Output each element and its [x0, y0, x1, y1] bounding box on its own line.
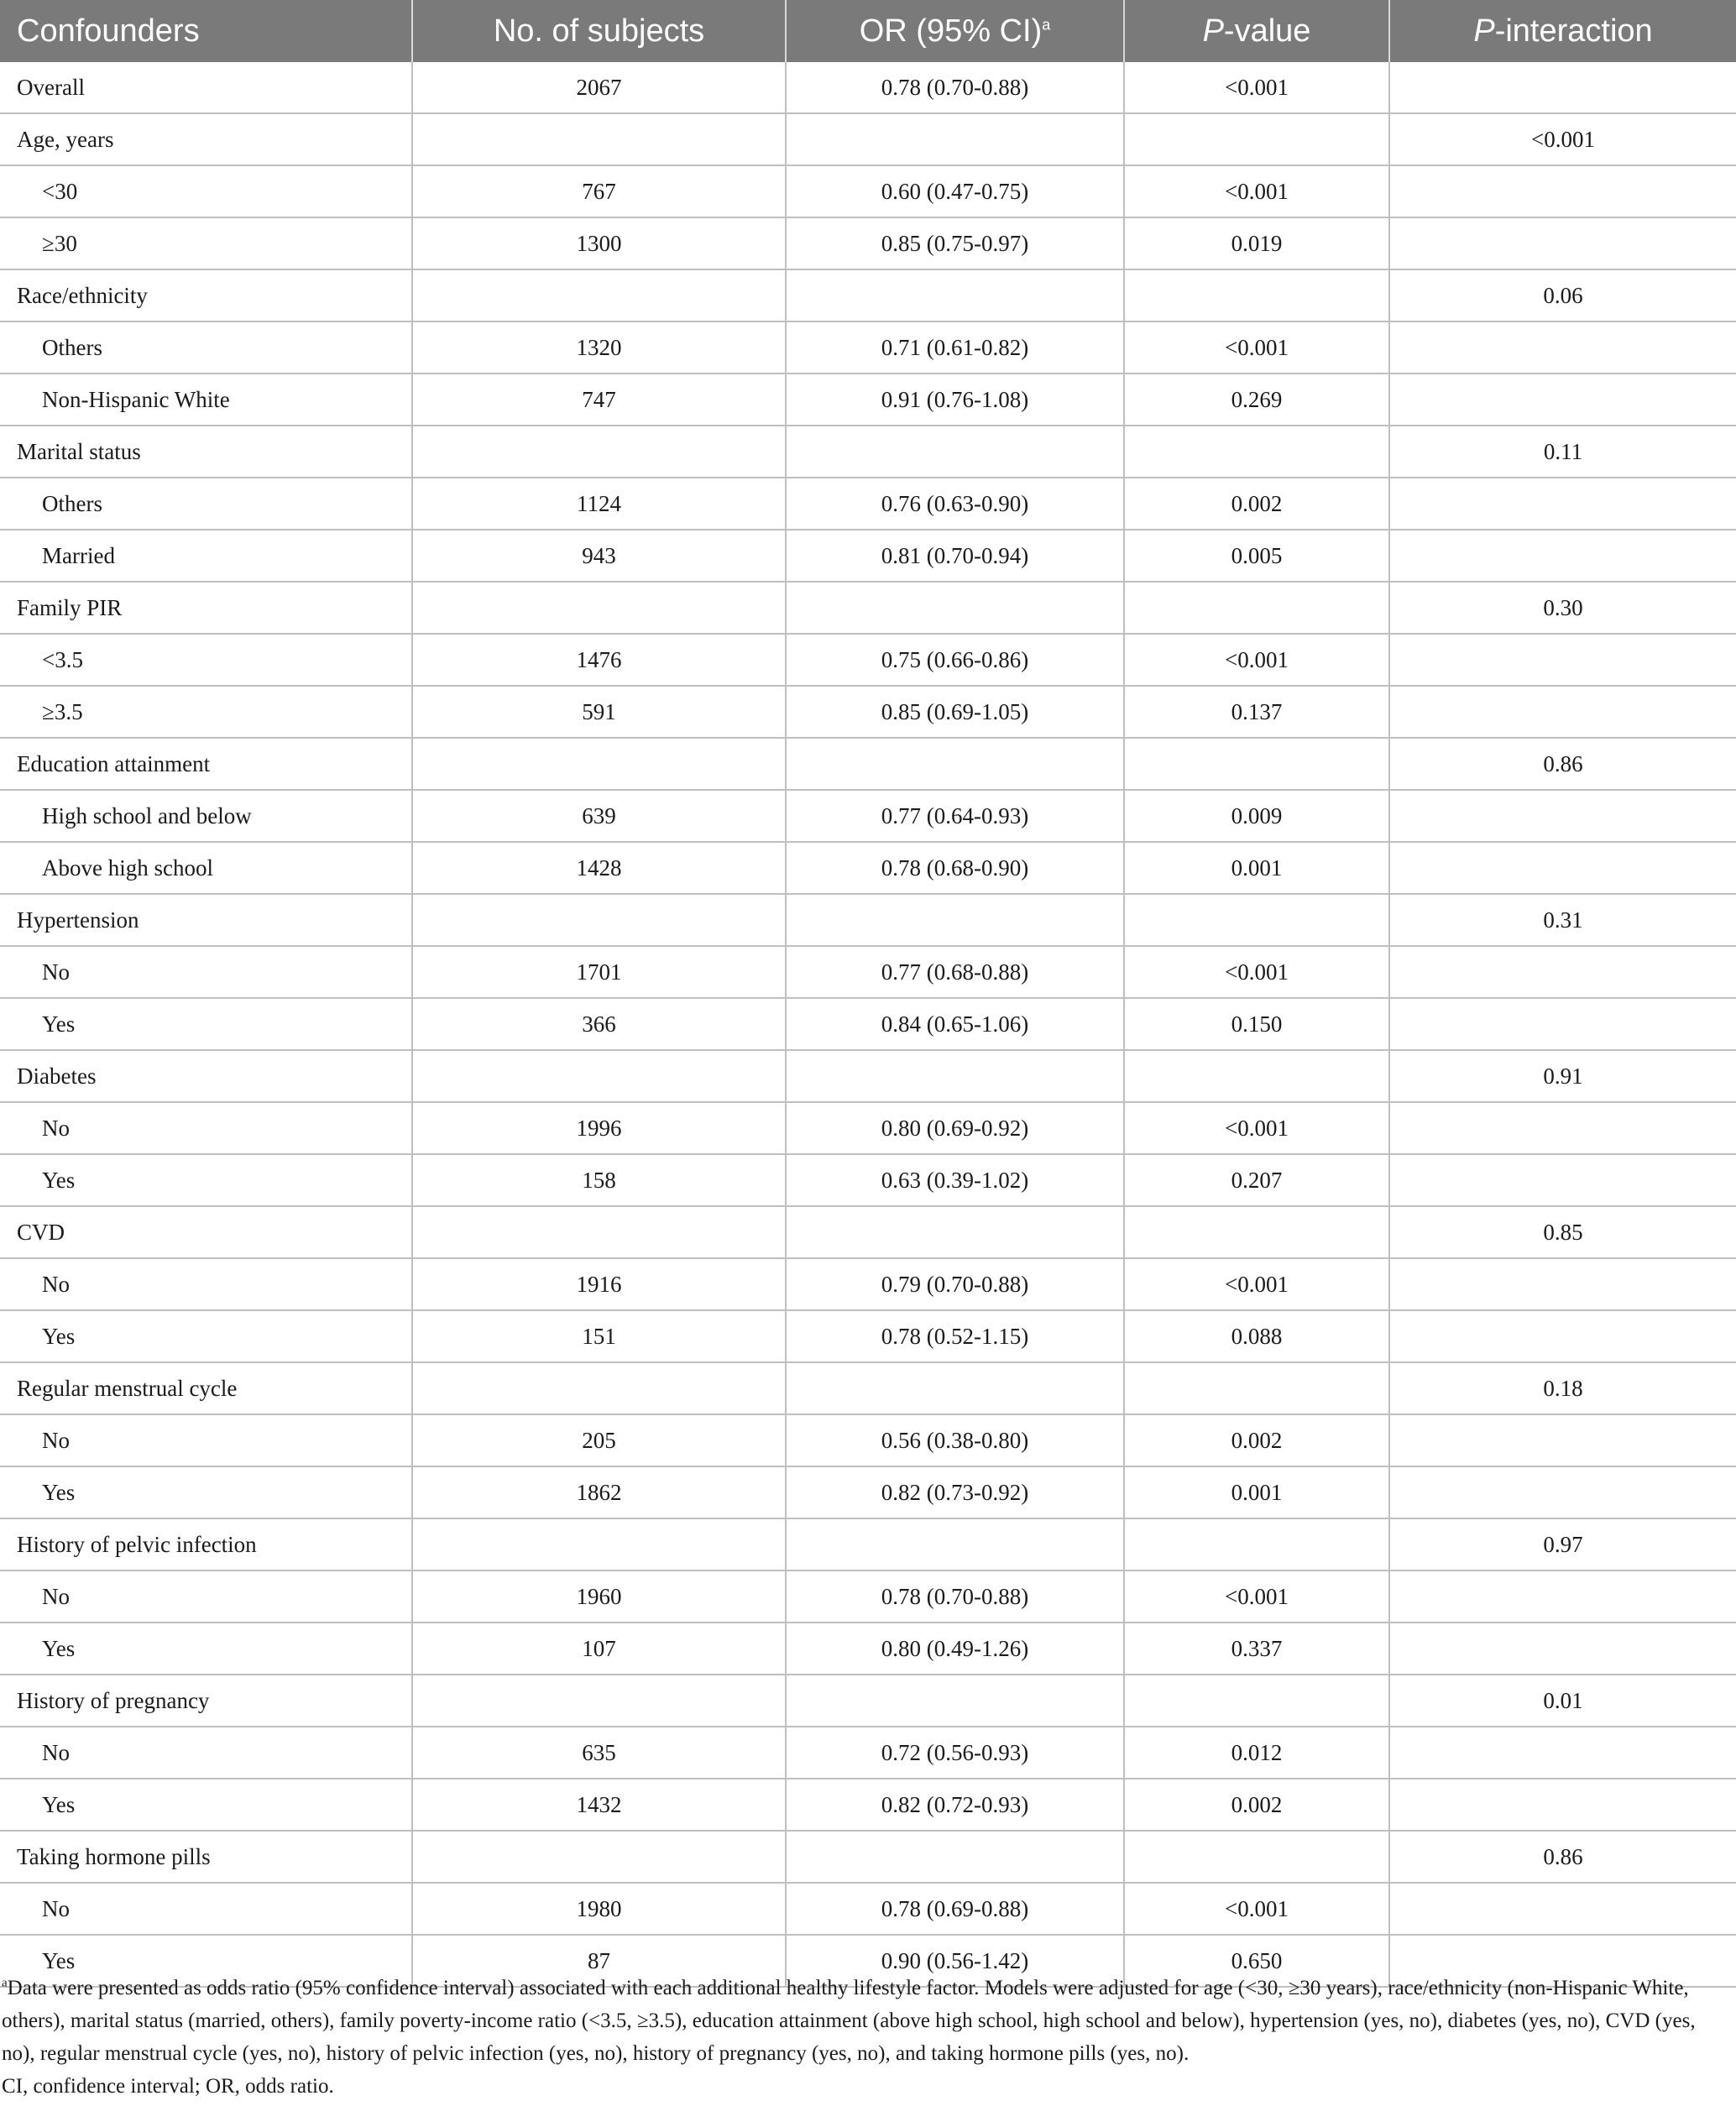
table-row-category [0, 426, 1736, 478]
cell-odds-ratio [786, 582, 1124, 634]
cell-odds-ratio: 0.71 (0.61-0.82) [786, 321, 1124, 374]
cell-subjects: 767 [412, 165, 786, 217]
table-row-category [0, 113, 1736, 165]
cell-confounder: High school and below [0, 790, 412, 842]
cell-p-value [1124, 426, 1389, 478]
cell-p-value: <0.001 [1124, 1570, 1389, 1623]
cell-confounder: Yes [0, 1779, 412, 1831]
cell-p-interaction: 0.11 [1389, 426, 1736, 478]
cell-p-interaction: 0.97 [1389, 1518, 1736, 1570]
cell-p-interaction: 0.31 [1389, 894, 1736, 946]
cell-odds-ratio [786, 1206, 1124, 1258]
cell-odds-ratio: 0.60 (0.47-0.75) [786, 165, 1124, 217]
cell-p-value: 0.001 [1124, 842, 1389, 894]
cell-subjects [412, 1518, 786, 1570]
table-row-category [0, 1050, 1736, 1102]
cell-confounder: No [0, 1883, 412, 1935]
header-p-interaction: P-interaction [1389, 0, 1736, 62]
cell-p-interaction: 0.01 [1389, 1675, 1736, 1727]
cell-p-value: 0.002 [1124, 478, 1389, 530]
cell-confounder: Taking hormone pills [0, 1831, 412, 1883]
cell-subjects: 205 [412, 1414, 786, 1466]
cell-p-value: 0.137 [1124, 686, 1389, 738]
cell-subjects [412, 113, 786, 165]
cell-subjects: 1916 [412, 1258, 786, 1310]
cell-confounder: Yes [0, 1466, 412, 1518]
cell-confounder: Others [0, 478, 412, 530]
cell-subjects: 591 [412, 686, 786, 738]
cell-p-value: 0.002 [1124, 1779, 1389, 1831]
cell-p-value: 0.207 [1124, 1154, 1389, 1206]
cell-confounder: <30 [0, 165, 412, 217]
cell-odds-ratio: 0.77 (0.64-0.93) [786, 790, 1124, 842]
cell-subjects: 151 [412, 1310, 786, 1362]
table-header [0, 0, 1736, 62]
table-row-subgroup [0, 374, 1736, 426]
cell-subjects [412, 1206, 786, 1258]
table-row-category [0, 894, 1736, 946]
cell-confounder: Others [0, 321, 412, 374]
table-row-category [0, 1362, 1736, 1414]
cell-confounder: Family PIR [0, 582, 412, 634]
cell-odds-ratio [786, 894, 1124, 946]
cell-p-interaction: 0.86 [1389, 1831, 1736, 1883]
table-row-subgroup [0, 321, 1736, 374]
cell-odds-ratio: 0.78 (0.69-0.88) [786, 1883, 1124, 1935]
cell-confounder: <3.5 [0, 634, 412, 686]
cell-confounder: No [0, 1727, 412, 1779]
table-row-subgroup [0, 1623, 1736, 1675]
cell-p-interaction [1389, 321, 1736, 374]
cell-p-value [1124, 113, 1389, 165]
cell-subjects: 943 [412, 530, 786, 582]
table-body [0, 62, 1736, 1987]
table-row-subgroup [0, 946, 1736, 998]
cell-p-interaction [1389, 842, 1736, 894]
cell-confounder: Marital status [0, 426, 412, 478]
cell-p-interaction: 0.86 [1389, 738, 1736, 790]
cell-p-value: 0.005 [1124, 530, 1389, 582]
cell-odds-ratio [786, 1362, 1124, 1414]
cell-confounder: Non-Hispanic White [0, 374, 412, 426]
cell-p-value: 0.269 [1124, 374, 1389, 426]
cell-p-value: <0.001 [1124, 321, 1389, 374]
table-row-subgroup [0, 1414, 1736, 1466]
cell-subjects: 158 [412, 1154, 786, 1206]
cell-confounder: Yes [0, 1310, 412, 1362]
cell-p-value [1124, 738, 1389, 790]
cell-p-interaction [1389, 165, 1736, 217]
cell-odds-ratio: 0.82 (0.72-0.93) [786, 1779, 1124, 1831]
cell-odds-ratio: 0.75 (0.66-0.86) [786, 634, 1124, 686]
table-row-subgroup [0, 686, 1736, 738]
cell-confounder: CVD [0, 1206, 412, 1258]
cell-subjects: 1960 [412, 1570, 786, 1623]
cell-p-interaction [1389, 374, 1736, 426]
cell-p-value: 0.337 [1124, 1623, 1389, 1675]
cell-odds-ratio [786, 1050, 1124, 1102]
cell-subjects: 1701 [412, 946, 786, 998]
cell-confounder: Hypertension [0, 894, 412, 946]
table-row-subgroup [0, 1883, 1736, 1935]
cell-subjects: 1996 [412, 1102, 786, 1154]
cell-p-value [1124, 582, 1389, 634]
cell-p-value: <0.001 [1124, 1883, 1389, 1935]
cell-odds-ratio [786, 426, 1124, 478]
table-row-subgroup [0, 634, 1736, 686]
cell-subjects: 2067 [412, 62, 786, 113]
cell-odds-ratio: 0.80 (0.49-1.26) [786, 1623, 1124, 1675]
cell-p-value: 0.002 [1124, 1414, 1389, 1466]
cell-confounder: ≥3.5 [0, 686, 412, 738]
cell-p-value: <0.001 [1124, 62, 1389, 113]
cell-confounder: No [0, 1258, 412, 1310]
cell-p-interaction: 0.30 [1389, 582, 1736, 634]
cell-subjects [412, 1050, 786, 1102]
cell-confounder: Education attainment [0, 738, 412, 790]
table-row-category [0, 1518, 1736, 1570]
cell-p-value: 0.150 [1124, 998, 1389, 1050]
header-row [0, 0, 1736, 62]
table-row-subgroup [0, 998, 1736, 1050]
cell-odds-ratio: 0.63 (0.39-1.02) [786, 1154, 1124, 1206]
cell-p-value [1124, 1518, 1389, 1570]
table-row-category [0, 582, 1736, 634]
cell-confounder: Yes [0, 1623, 412, 1675]
table-row-category [0, 62, 1736, 113]
cell-p-value: 0.001 [1124, 1466, 1389, 1518]
cell-odds-ratio: 0.78 (0.68-0.90) [786, 842, 1124, 894]
table-row-subgroup [0, 1466, 1736, 1518]
cell-p-interaction [1389, 1102, 1736, 1154]
cell-odds-ratio: 0.79 (0.70-0.88) [786, 1258, 1124, 1310]
cell-subjects: 1432 [412, 1779, 786, 1831]
cell-odds-ratio [786, 1518, 1124, 1570]
cell-odds-ratio: 0.91 (0.76-1.08) [786, 374, 1124, 426]
cell-p-interaction [1389, 1466, 1736, 1518]
table-row-subgroup [0, 165, 1736, 217]
cell-p-interaction [1389, 998, 1736, 1050]
header-or-footnote-marker: a [1042, 15, 1051, 33]
cell-p-interaction: 0.18 [1389, 1362, 1736, 1414]
cell-odds-ratio: 0.72 (0.56-0.93) [786, 1727, 1124, 1779]
cell-p-value [1124, 894, 1389, 946]
cell-subjects [412, 426, 786, 478]
cell-p-interaction [1389, 62, 1736, 113]
table-row-subgroup [0, 1779, 1736, 1831]
cell-p-interaction [1389, 790, 1736, 842]
cell-p-value [1124, 1050, 1389, 1102]
table-row-subgroup [0, 530, 1736, 582]
cell-subjects: 1428 [412, 842, 786, 894]
cell-odds-ratio [786, 113, 1124, 165]
cell-odds-ratio: 0.85 (0.75-0.97) [786, 217, 1124, 269]
table-row-subgroup [0, 1102, 1736, 1154]
cell-odds-ratio [786, 1831, 1124, 1883]
cell-p-value: 0.019 [1124, 217, 1389, 269]
cell-confounder: No [0, 946, 412, 998]
cell-p-value: <0.001 [1124, 634, 1389, 686]
cell-p-value: 0.012 [1124, 1727, 1389, 1779]
cell-confounder: Race/ethnicity [0, 269, 412, 321]
cell-p-interaction [1389, 1570, 1736, 1623]
cell-p-interaction [1389, 1883, 1736, 1935]
cell-odds-ratio: 0.78 (0.70-0.88) [786, 62, 1124, 113]
cell-odds-ratio: 0.80 (0.69-0.92) [786, 1102, 1124, 1154]
cell-subjects: 1320 [412, 321, 786, 374]
cell-confounder: Overall [0, 62, 412, 113]
cell-confounder: No [0, 1102, 412, 1154]
cell-subjects: 1980 [412, 1883, 786, 1935]
cell-p-value: 0.009 [1124, 790, 1389, 842]
footnote-marker: a [2, 1976, 8, 1990]
cell-p-value: 0.650 [1124, 1935, 1389, 1987]
cell-p-value: <0.001 [1124, 1102, 1389, 1154]
cell-subjects [412, 269, 786, 321]
cell-p-interaction: 0.85 [1389, 1206, 1736, 1258]
table-row-category [0, 269, 1736, 321]
cell-confounder: No [0, 1414, 412, 1466]
cell-p-interaction: <0.001 [1389, 113, 1736, 165]
cell-p-value: <0.001 [1124, 946, 1389, 998]
cell-confounder: Yes [0, 1935, 412, 1987]
cell-odds-ratio: 0.78 (0.70-0.88) [786, 1570, 1124, 1623]
cell-p-value [1124, 1831, 1389, 1883]
cell-p-interaction [1389, 1310, 1736, 1362]
cell-p-value [1124, 1675, 1389, 1727]
cell-p-interaction: 0.06 [1389, 269, 1736, 321]
cell-subjects: 1476 [412, 634, 786, 686]
cell-subjects [412, 1675, 786, 1727]
table-footnote [0, 1972, 1714, 2103]
cell-p-interaction [1389, 1727, 1736, 1779]
table-row-category [0, 1675, 1736, 1727]
table-row-subgroup [0, 1154, 1736, 1206]
table-row-category [0, 738, 1736, 790]
table-row-subgroup [0, 217, 1736, 269]
cell-p-value: <0.001 [1124, 1258, 1389, 1310]
cell-subjects: 87 [412, 1935, 786, 1987]
cell-p-interaction [1389, 634, 1736, 686]
cell-p-interaction [1389, 686, 1736, 738]
cell-confounder: No [0, 1570, 412, 1623]
cell-subjects [412, 738, 786, 790]
cell-confounder: Above high school [0, 842, 412, 894]
cell-subjects: 366 [412, 998, 786, 1050]
cell-subjects: 1300 [412, 217, 786, 269]
cell-odds-ratio: 0.77 (0.68-0.88) [786, 946, 1124, 998]
cell-p-interaction [1389, 217, 1736, 269]
cell-odds-ratio [786, 738, 1124, 790]
cell-p-interaction [1389, 478, 1736, 530]
cell-confounder: Yes [0, 998, 412, 1050]
table-row-subgroup [0, 842, 1736, 894]
cell-confounder: History of pregnancy [0, 1675, 412, 1727]
cell-subjects: 1862 [412, 1466, 786, 1518]
cell-odds-ratio: 0.81 (0.70-0.94) [786, 530, 1124, 582]
cell-p-value [1124, 1206, 1389, 1258]
cell-p-interaction [1389, 946, 1736, 998]
cell-p-value [1124, 1362, 1389, 1414]
cell-odds-ratio: 0.90 (0.56-1.42) [786, 1935, 1124, 1987]
cell-odds-ratio: 0.84 (0.65-1.06) [786, 998, 1124, 1050]
cell-subjects: 1124 [412, 478, 786, 530]
cell-odds-ratio: 0.76 (0.63-0.90) [786, 478, 1124, 530]
table-row-subgroup [0, 1570, 1736, 1623]
cell-odds-ratio: 0.78 (0.52-1.15) [786, 1310, 1124, 1362]
footnote-abbreviations: CI, confidence interval; OR, odds ratio. [2, 2075, 334, 2098]
table-row-subgroup [0, 478, 1736, 530]
cell-p-value: 0.088 [1124, 1310, 1389, 1362]
cell-p-interaction [1389, 1258, 1736, 1310]
header-subjects: No. of subjects [412, 0, 786, 62]
cell-p-interaction: 0.91 [1389, 1050, 1736, 1102]
table-row-category [0, 1831, 1736, 1883]
cell-subjects: 107 [412, 1623, 786, 1675]
cell-confounder: Age, years [0, 113, 412, 165]
cell-p-interaction [1389, 1154, 1736, 1206]
cell-subjects [412, 582, 786, 634]
cell-subjects [412, 894, 786, 946]
cell-subjects: 747 [412, 374, 786, 426]
table-row-category [0, 1206, 1736, 1258]
table-row-subgroup [0, 790, 1736, 842]
cell-p-interaction [1389, 530, 1736, 582]
cell-subjects: 639 [412, 790, 786, 842]
cell-confounder: Yes [0, 1154, 412, 1206]
cell-subjects: 635 [412, 1727, 786, 1779]
cell-odds-ratio [786, 269, 1124, 321]
cell-confounder: Married [0, 530, 412, 582]
cell-confounder: Diabetes [0, 1050, 412, 1102]
cell-odds-ratio: 0.85 (0.69-1.05) [786, 686, 1124, 738]
cell-p-interaction [1389, 1414, 1736, 1466]
cell-subjects [412, 1362, 786, 1414]
cell-subjects [412, 1831, 786, 1883]
cell-odds-ratio: 0.56 (0.38-0.80) [786, 1414, 1124, 1466]
table-row-subgroup [0, 1310, 1736, 1362]
cell-p-interaction [1389, 1779, 1736, 1831]
header-confounders: Confounders [0, 0, 412, 62]
cell-p-value [1124, 269, 1389, 321]
table-row-subgroup [0, 1727, 1736, 1779]
cell-p-interaction [1389, 1623, 1736, 1675]
header-odds-ratio: OR (95% CI)$^a$ [786, 0, 1124, 62]
cell-odds-ratio [786, 1675, 1124, 1727]
footnote-main: $^a$Data were presented as odds ratio (95% confidence interval) associated with each additional healthy lifestyle factor. Models were adjusted for age (<30, ≥30 years), race/ethnicity (non-Hispanic White, others), marital status (married, others), family poverty-income ratio (<3.5, ≥3.5), education attainment (above high school, high school and below), hypertension (yes, no), diabetes (yes, no), CVD (yes, no), regular menstrual cycle (yes, no), history of pelvic infection (yes, no), history of pregnancy (yes, no), and taking hormone pills (yes, no). [2, 1976, 1696, 2065]
table-row-subgroup [0, 1258, 1736, 1310]
cell-p-value: <0.001 [1124, 165, 1389, 217]
cell-confounder: Regular menstrual cycle [0, 1362, 412, 1414]
cell-confounder: History of pelvic infection [0, 1518, 412, 1570]
header-p-value: P-value [1124, 0, 1389, 62]
cell-confounder: ≥30 [0, 217, 412, 269]
cell-odds-ratio: 0.82 (0.73-0.92) [786, 1466, 1124, 1518]
